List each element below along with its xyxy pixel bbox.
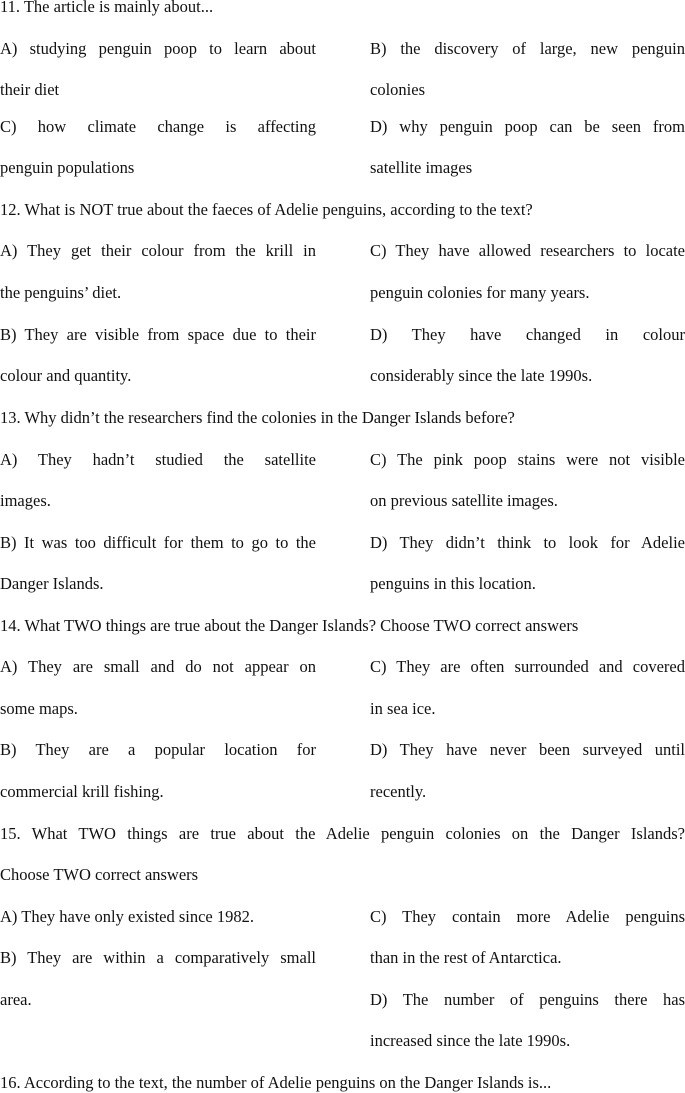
q15-option-c-line2: than in the rest of Antarctica. [370, 948, 562, 967]
q13-stem: 13. Why didn’t the researchers find the colonies in the Danger Islands before? [0, 408, 515, 427]
q13-option-b-line2: Danger Islands. [0, 574, 104, 593]
q12-option-d-line1: D) They have changed in colour [370, 325, 685, 344]
q11-option-b-line2: colonies [370, 80, 425, 99]
q13-option-a-line1: A) They hadn’t studied the satellite [0, 450, 316, 469]
q15-stem-line1: 15. What TWO things are true about the Adelie penguin colonies on the Danger Islands? [0, 824, 685, 843]
q11-option-d-line2: satellite images [370, 158, 473, 177]
q12-stem: 12. What is NOT true about the faeces of Adelie penguins, according to the text? [0, 200, 533, 219]
q11-stem: 11. The article is mainly about... [0, 0, 214, 16]
q12-option-a-line2: the penguins’ diet. [0, 283, 122, 302]
q13-option-c-line1: C) The pink poop stains were not visible [370, 450, 685, 469]
q15-option-d-line2: increased since the late 1990s. [370, 1031, 571, 1050]
q14-option-b-line1: B) They are a popular location for [0, 740, 316, 759]
q13-option-b-line1: B) It was too difficult for them to go to the [0, 533, 316, 552]
q12-option-c-line1: C) They have allowed researchers to locate [370, 241, 685, 260]
q14-option-c-line2: in sea ice. [370, 699, 436, 718]
q14-option-a-line2: some maps. [0, 699, 78, 718]
q12-option-c-line2: penguin colonies for many years. [370, 283, 590, 302]
q15-stem-line2: Choose TWO correct answers [0, 865, 199, 884]
q15-option-c-line1: C) They contain more Adelie penguins [370, 907, 685, 926]
q15-option-b-line1: B) They are within a comparatively small [0, 948, 316, 967]
q11-option-c-line1: C) how climate change is affecting [0, 117, 316, 136]
q11-option-b-line1: B) the discovery of large, new penguin [370, 39, 685, 58]
q15-option-b-line2: area. [0, 990, 32, 1009]
q12-option-d-line2: considerably since the late 1990s. [370, 366, 593, 385]
q12-option-b-line2: colour and quantity. [0, 366, 132, 385]
q14-option-a-line1: A) They are small and do not appear on [0, 657, 316, 676]
q11-option-a-line1: A) studying penguin poop to learn about [0, 39, 316, 58]
q12-option-a-line1: A) They get their colour from the krill in [0, 241, 316, 260]
q15-option-a-line1: A) They have only existed since 1982. [0, 907, 255, 926]
q13-option-c-line2: on previous satellite images. [370, 491, 558, 510]
q16-stem: 16. According to the text, the number of Adelie penguins on the Danger Islands is... [0, 1073, 552, 1092]
q14-option-d-line1: D) They have never been surveyed until [370, 740, 685, 759]
q14-option-c-line1: C) They are often surrounded and covered [370, 657, 685, 676]
q13-option-a-line2: images. [0, 491, 51, 510]
q14-option-d-line2: recently. [370, 782, 427, 801]
q13-option-d-line1: D) They didn’t think to look for Adelie [370, 533, 685, 552]
q11-option-a-line2: their diet [0, 80, 60, 99]
q11-option-c-line2: penguin populations [0, 158, 135, 177]
q15-option-d-line1: D) The number of penguins there has [370, 990, 685, 1009]
q14-option-b-line2: commercial krill fishing. [0, 782, 164, 801]
q12-option-b-line1: B) They are visible from space due to their [0, 325, 316, 344]
q13-option-d-line2: penguins in this location. [370, 574, 536, 593]
q14-stem: 14. What TWO things are true about the Danger Islands? Choose TWO correct answers [0, 616, 579, 635]
q11-option-d-line1: D) why penguin poop can be seen from [370, 117, 685, 136]
